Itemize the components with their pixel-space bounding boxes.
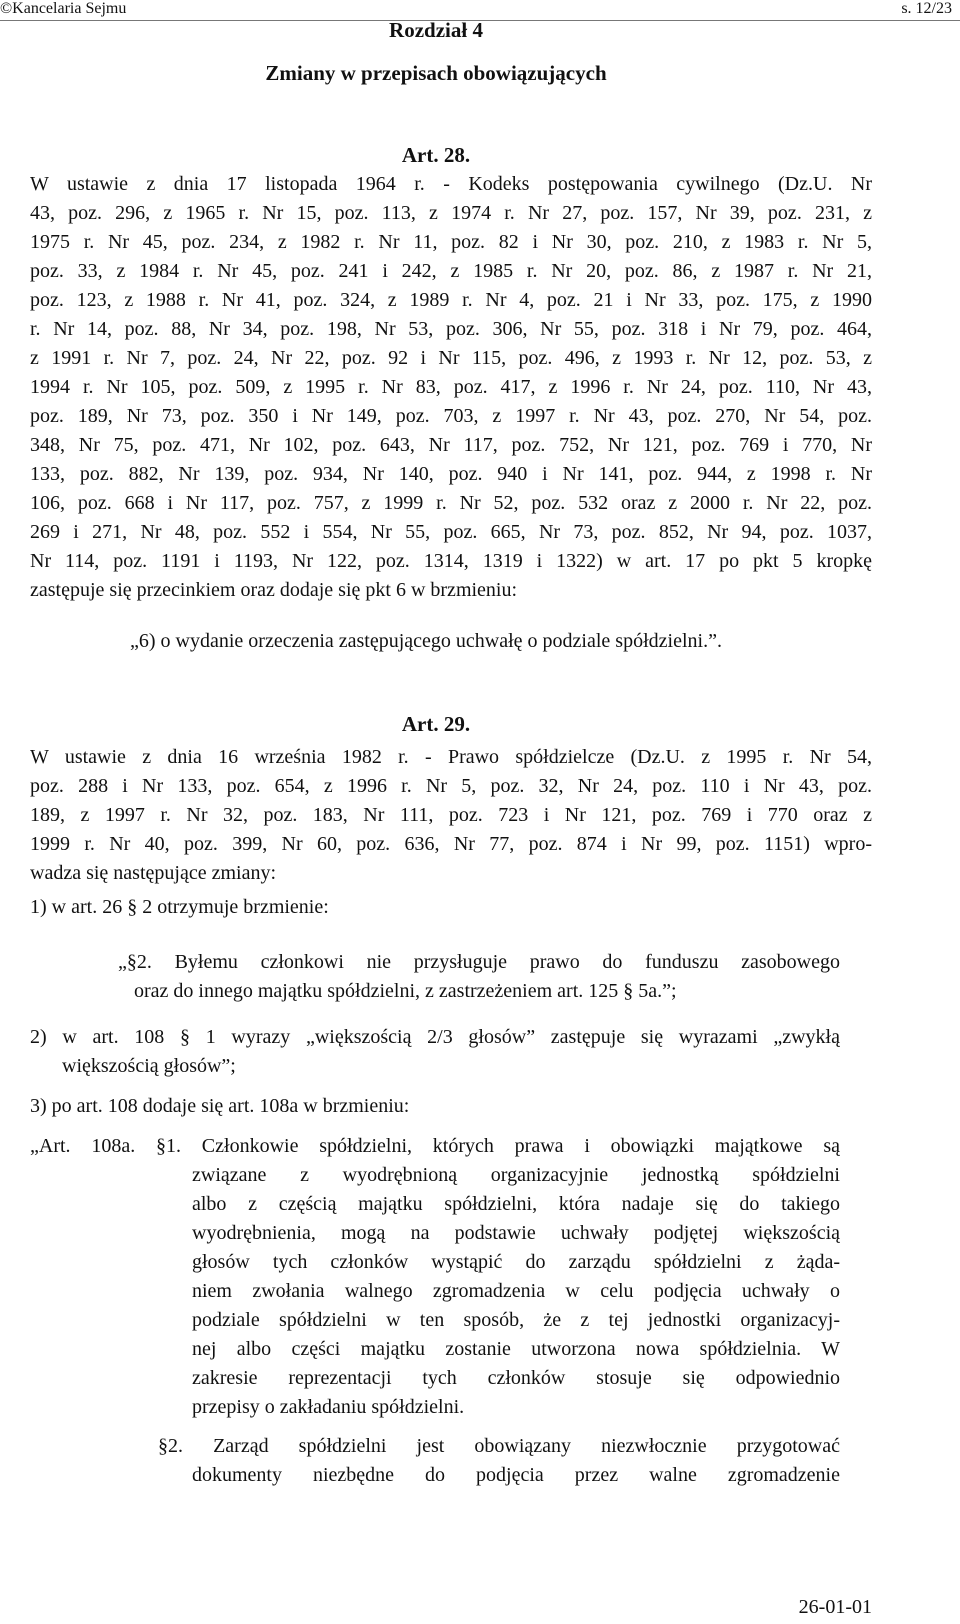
text-line: 106, poz. 668 i Nr 117, poz. 757, z 1999 r. Nr 52, poz. 532 oraz z 2000 r. Nr 22, poz.: [30, 492, 872, 514]
text-line: poz. 33, z 1984 r. Nr 45, poz. 241 i 242, z 1985 r. Nr 20, poz. 86, z 1987 r. Nr 21,: [30, 260, 872, 282]
art29-item-1: [30, 893, 329, 922]
art29-item-2: [30, 1023, 840, 1081]
text-line: niem zwołania walnego zgromadzenia w celu podjęcia uchwały o: [192, 1280, 840, 1302]
text-line: 2) w art. 108 § 1 wyrazy „większością 2/3 głosów” zastępuje się wyrazami „zwykłą: [30, 1026, 840, 1048]
text-line: 1975 r. Nr 45, poz. 234, z 1982 r. Nr 11, poz. 82 i Nr 30, poz. 210, z 1983 r. Nr 5,: [30, 231, 872, 253]
text-line: 1999 r. Nr 40, poz. 399, Nr 60, poz. 636, Nr 77, poz. 874 i Nr 99, poz. 1151) wpro-: [30, 833, 872, 855]
text-line: poz. 288 i Nr 133, poz. 654, z 1996 r. Nr 5, poz. 32, Nr 24, poz. 110 i Nr 43, poz.: [30, 775, 872, 797]
chapter-title: Rozdział 4: [389, 18, 483, 42]
art108a-text: [30, 1132, 840, 1161]
text-line: zastępuje się przecinkiem oraz dodaje się pkt 6 w brzmieniu:: [30, 579, 518, 601]
text-line: przepisy o zakładaniu spółdzielni.: [192, 1396, 465, 1418]
header-page-number: s. 12/23: [901, 0, 952, 17]
text-line: „Art. 108a. §1. Członkowie spółdzielni, których prawa i obowiązki majątkowe są: [30, 1135, 840, 1157]
text-line: zakresie reprezentacji tych członków stosuje się odpowiednio: [192, 1367, 840, 1389]
page-footer-date: 26-01-01: [798, 1596, 872, 1618]
art28-quote: „6) o wydanie orzeczenia zastępującego uchwałę o podziale spółdzielni.”.: [130, 630, 722, 652]
item-label: 3) po art. 108 dodaje się art. 108a w brzmieniu:: [30, 1095, 410, 1117]
art28-heading: Art. 28.: [401, 143, 471, 167]
text-line: dokumenty niezbędne do podjęcia przez walne zgromadzenie: [192, 1464, 840, 1486]
text-line: r. Nr 14, poz. 88, Nr 34, poz. 198, Nr 53, poz. 306, Nr 55, poz. 318 i Nr 79, poz. 464,: [30, 318, 872, 340]
item-label: 1) w art. 26 § 2 otrzymuje brzmienie:: [30, 896, 329, 918]
text-line: z 1991 r. Nr 7, poz. 24, Nr 22, poz. 92 i Nr 115, poz. 496, z 1993 r. Nr 12, poz. 53, z: [30, 347, 872, 369]
text-line: wadza się następujące zmiany:: [30, 862, 276, 884]
text-line: związane z wyodrębnioną organizacyjnie jednostką spółdzielni: [192, 1164, 840, 1186]
art29-heading: Art. 29.: [401, 712, 471, 736]
art29-item-1-quote: [118, 948, 840, 1006]
text-line: 43, poz. 296, z 1965 r. Nr 15, poz. 113, z 1974 r. Nr 27, poz. 157, Nr 39, poz. 231, z: [30, 202, 872, 224]
text-line: „§2. Byłemu członkowi nie przysługuje prawo do funduszu zasobowego: [118, 951, 840, 973]
header-source: ©Kancelaria Sejmu: [0, 0, 127, 17]
text-line: większością głosów”;: [62, 1055, 236, 1077]
art108a-paragraph-1: [192, 1161, 840, 1422]
art29-item-3: [30, 1092, 409, 1121]
text-line: 133, poz. 882, Nr 139, poz. 934, Nr 140, poz. 940 i Nr 141, poz. 944, z 1998 r. Nr: [30, 463, 872, 485]
text-line: 1994 r. Nr 105, poz. 509, z 1995 r. Nr 83, poz. 417, z 1996 r. Nr 24, poz. 110, Nr 43,: [30, 376, 872, 398]
text-line: oraz do innego majątku spółdzielni, z zastrzeżeniem art. 125 § 5a.”;: [134, 980, 677, 1002]
text-line: albo z częścią majątku spółdzielni, która nadaje się do takiego: [192, 1193, 840, 1215]
text-line: Nr 114, poz. 1191 i 1193, Nr 122, poz. 1314, 1319 i 1322) w art. 17 po pkt 5 kropkę: [30, 550, 872, 572]
text-line: 189, z 1997 r. Nr 32, poz. 183, Nr 111, poz. 723 i Nr 121, poz. 769 i 770 oraz z: [30, 804, 872, 826]
art29-body: [30, 743, 872, 888]
text-line: poz. 189, Nr 73, poz. 350 i Nr 149, poz. 703, z 1997 r. Nr 43, poz. 270, Nr 54, poz.: [30, 405, 872, 427]
text-line: wyodrębnienia, mogą na podstawie uchwały podjętej większością: [192, 1222, 840, 1244]
text-line: §2. Zarząd spółdzielni jest obowiązany niezwłocznie przygotować: [158, 1435, 840, 1457]
text-line: 348, Nr 75, poz. 471, Nr 102, poz. 643, Nr 117, poz. 752, Nr 121, poz. 769 i 770, Nr: [30, 434, 872, 456]
chapter-subtitle: Zmiany w przepisach obowiązujących: [265, 61, 607, 85]
text-line: W ustawie z dnia 16 września 1982 r. - Prawo spółdzielcze (Dz.U. z 1995 r. Nr 54,: [30, 746, 872, 768]
text-line: podziale spółdzielni w ten sposób, że z tej jednostki organizacyj-: [192, 1309, 840, 1331]
text-line: 269 i 271, Nr 48, poz. 552 i 554, Nr 55, poz. 665, Nr 73, poz. 852, Nr 94, poz. 1037,: [30, 521, 872, 543]
art108a-paragraph-2: [158, 1432, 840, 1490]
art28-body: [30, 170, 872, 605]
text-line: nej albo części majątku zostanie utworzona nowa spółdzielnia. W: [192, 1338, 840, 1360]
text-line: głosów tych członków wystąpić do zarządu spółdzielni z żąda-: [192, 1251, 840, 1273]
text-line: W ustawie z dnia 17 listopada 1964 r. - Kodeks postępowania cywilnego (Dz.U. Nr: [30, 173, 872, 195]
text-line: poz. 123, z 1988 r. Nr 41, poz. 324, z 1989 r. Nr 4, poz. 21 i Nr 33, poz. 175, z 1990: [30, 289, 872, 311]
